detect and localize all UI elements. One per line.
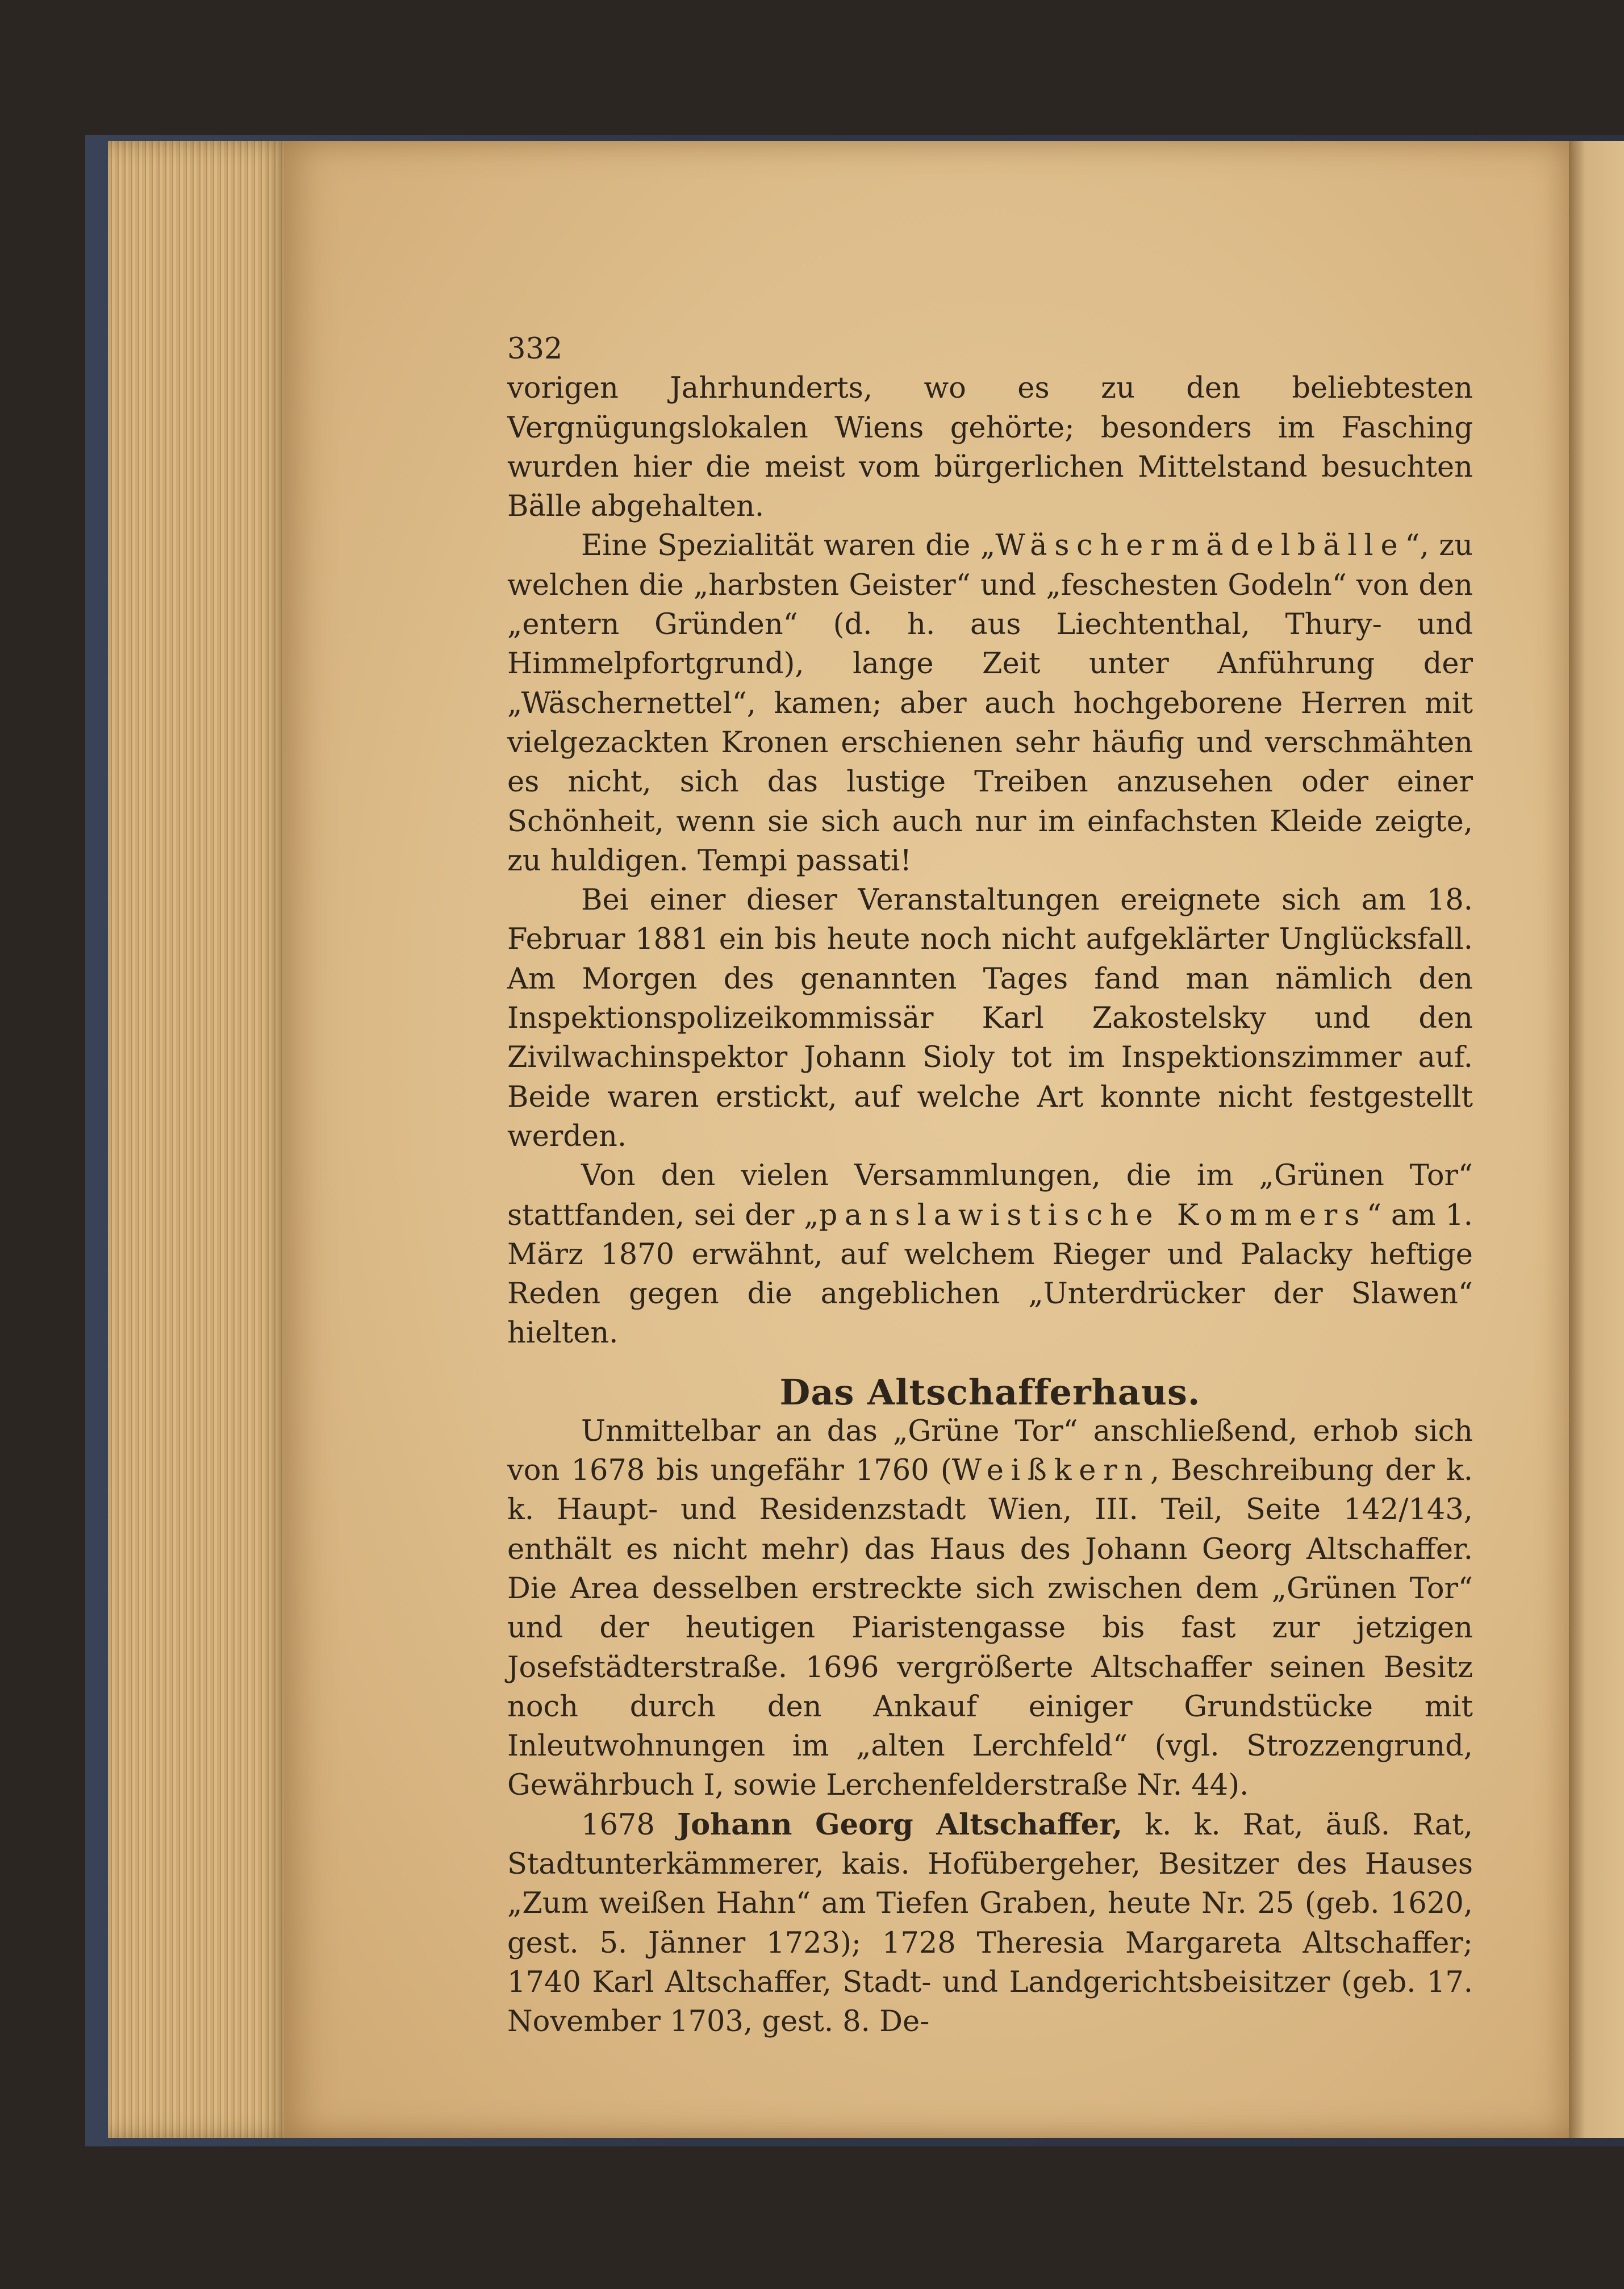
paragraph-owner-list [507, 1806, 1473, 2042]
paragraph-text-before: Unmittelbar an das „Grüne Tor“ anschließend, erhob sich von 1678 bis ungefähr 1760 ( [507, 1414, 1473, 1488]
bold-name: Johann Georg Altschaffer, [677, 1807, 1122, 1842]
paragraph-text-after: “, zu welchen die „harbsten Geister“ und „feschesten Godeln“ von den „entern Gründen“ (d. h. aus Liechtenthal, Thury- und Himmelpfortgrund), lange Zeit unter Anführung der „Wäschernettel“, kamen; aber auch hochgeborene Herren mit vielgezackten Kronen erschienen sehr häufig und verschmähten es nicht, sich das lustige Treiben anzusehen oder einer Schönheit, wenn sie sich auch nur im einfachsten Kleide zeigte, zu huldigen. Tempi passati! [507, 529, 1473, 878]
spaced-emphasis: panslawistische Kommers [819, 1198, 1367, 1232]
next-page-edge [1569, 141, 1624, 2138]
section-heading: Das Altschafferhaus. [779, 1371, 1201, 1413]
paragraph-text-after: , Beschreibung der k. k. Haupt- und Residenzstadt Wien, III. Teil, Seite 142/143, enthält es nicht mehr) das Haus des Johann Georg Altschaffer. Die Area desselben erstreckte sich zwischen dem „Grünen Tor“ und der heutigen Piaristengasse bis fast zur jetzigen Josefstädterstraße. 1696 vergrößerte Altschaffer seinen Besitz noch durch den Ankauf einiger Grundstücke mit Inleutwohnungen im „alten Lerchfeld“ (vgl. Strozzengrund, Gewährbuch I, sowie Lerchenfelderstraße Nr. 44). [507, 1454, 1473, 1803]
paragraph-text-before: Von den vielen Versammlungen, die im „Grünen Tor“ stattfanden, sei der „ [507, 1159, 1473, 1232]
paragraph-continuation [507, 369, 1473, 526]
paragraph-text-after: k. k. Rat, äuß. Rat, Stadtunterkämmerer, kais. Hofübergeher, Besitzer des Hauses „Zum weißen Hahn“ am Tiefen Graben, heute Nr. 25 (geb. 1620, gest. 5. Jänner 1723); 1728 Theresia Margareta Altschaffer; 1740 Karl Altschaffer, Stadt- und Landgerichtsbeisitzer (geb. 17. November 1703, gest. 8. De- [507, 1808, 1473, 2039]
page-text-block [507, 330, 1473, 2041]
paragraph-waeschermaedel [507, 526, 1473, 881]
paragraph-text-before: Eine Spezialität waren die „ [581, 529, 996, 563]
paragraph-versammlungen [507, 1156, 1473, 1353]
page-edge-stack [108, 141, 295, 2138]
spaced-emphasis: Wäschermädelbälle [995, 529, 1405, 563]
paragraph-text: Bei einer dieser Veranstaltungen ereignete sich am 18. Februar 1881 ein bis heute noch nicht aufgeklärter Unglücksfall. Am Morgen des genannten Tages fand man nämlich den Inspektionspolizeikommissär Karl Zakostelsky und den Zivilwachinspektor Johann Sioly tot im Inspektionszimmer auf. Beide waren erstickt, auf welche Art konnte nicht festgestellt werden. [507, 883, 1473, 1153]
page-number: 332 [507, 332, 563, 366]
paragraph-ungluecksfall [507, 881, 1473, 1156]
paragraph-text-before: 1678 [581, 1808, 677, 1842]
paragraph-altschaffer-intro [507, 1412, 1473, 1806]
paragraph-text: vorigen Jahrhunderts, wo es zu den beliebtesten Vergnügungslokalen Wiens gehörte; besonders im Fasching wurden hier die meist vom bürgerlichen Mittelstand besuchten Bälle abgehalten. [507, 372, 1473, 524]
paragraph-text-after: “ am 1. März 1870 erwähnt, auf welchem Rieger und Palacky heftige Reden gegen die angeblichen „Unterdrücker der Slawen“ hielten. [507, 1198, 1473, 1350]
spaced-emphasis: Weißkern [951, 1454, 1150, 1488]
